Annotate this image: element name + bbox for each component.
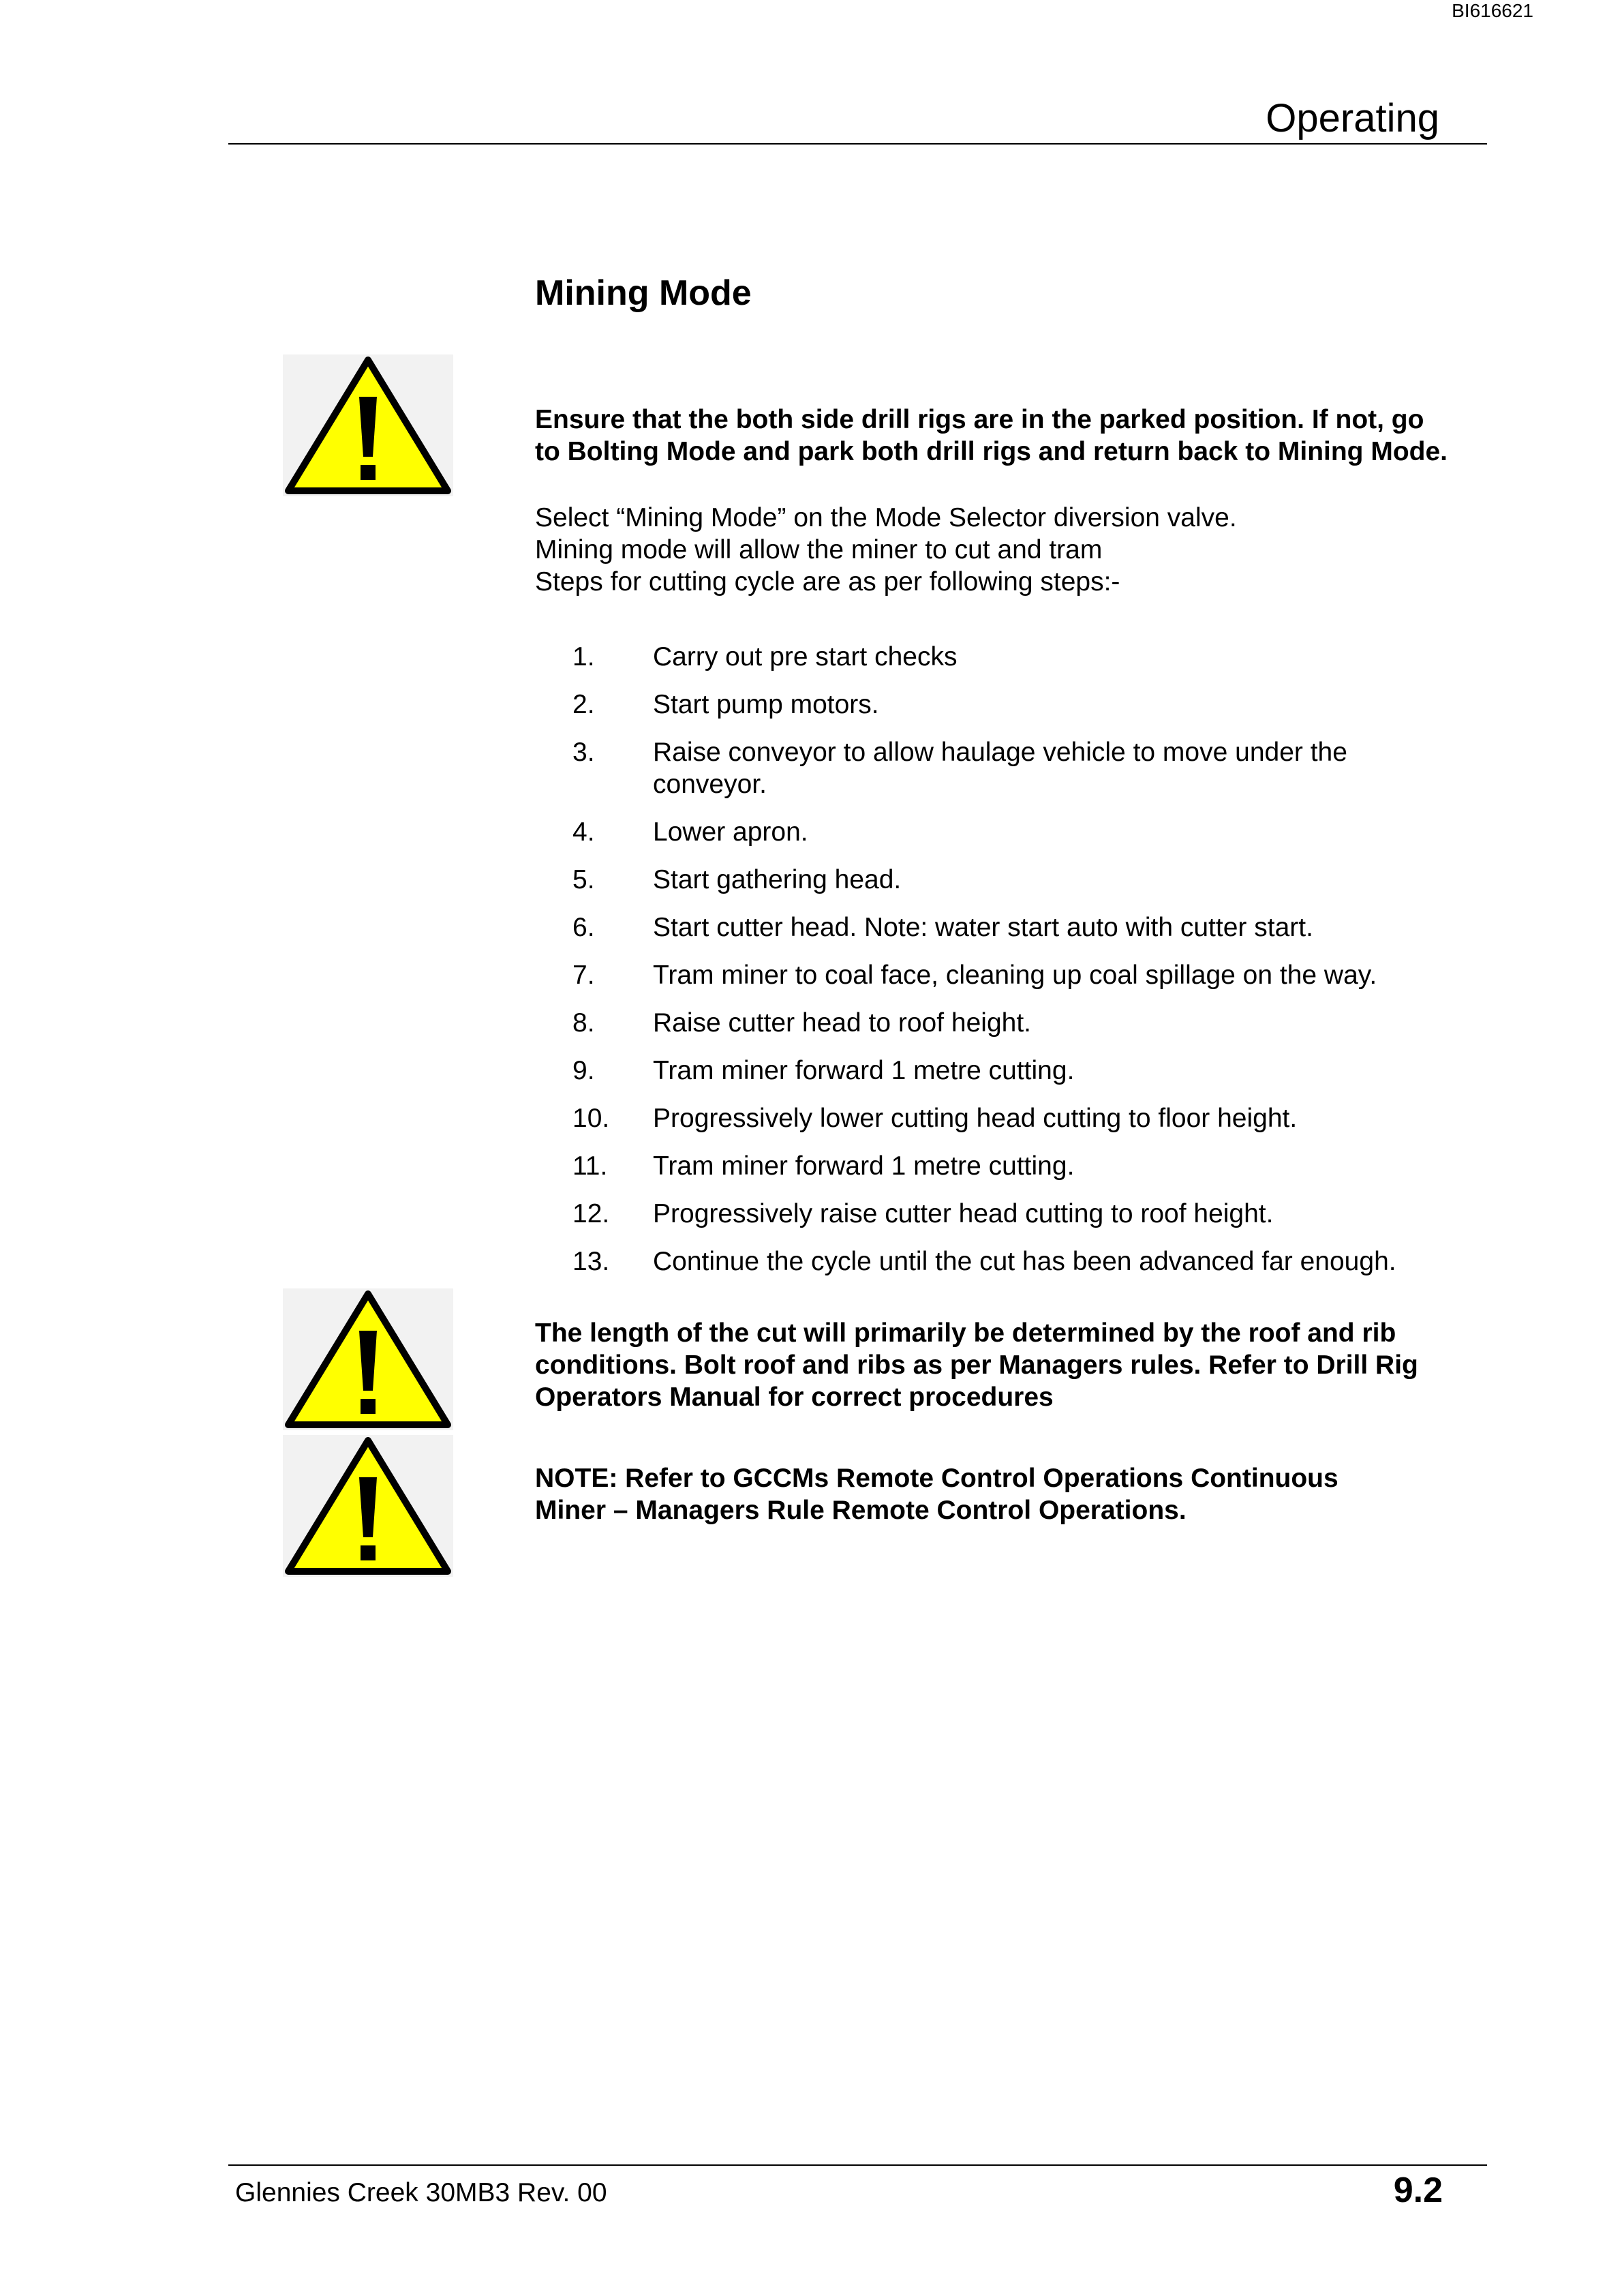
step-number: 2.: [572, 690, 595, 719]
list-item: [572, 641, 1486, 673]
list-item: [572, 1102, 1486, 1134]
step-text: Progressively lower cutting head cutting to floor height.: [653, 1104, 1298, 1133]
list-item: [572, 1007, 1486, 1039]
footer-text: Glennies Creek 30MB3 Rev. 00: [235, 2178, 607, 2207]
note-text: NOTE: Refer to GCCMs Remote Control Operations Continuous Miner – Managers Rule Remote Control Operations.: [535, 1464, 1338, 1525]
step-text: Tram miner forward 1 metre cutting.: [653, 1151, 1075, 1181]
footer-rule: [228, 2164, 1487, 2166]
step-number: 1.: [572, 642, 595, 671]
steps-list: [572, 641, 1486, 1293]
step-text: Start gathering head.: [653, 865, 902, 894]
step-text: Carry out pre start checks: [653, 642, 958, 671]
step-text: Raise cutter head to roof height.: [653, 1008, 1032, 1038]
list-item: [572, 816, 1486, 848]
header-rule: [228, 143, 1487, 145]
warning-triangle-icon: [283, 354, 453, 496]
step-text: Progressively raise cutter head cutting to roof height.: [653, 1199, 1274, 1228]
warning-triangle-icon: [283, 1435, 453, 1577]
step-text: Start pump motors.: [653, 690, 879, 719]
list-item: [572, 864, 1486, 896]
step-number: 12.: [572, 1199, 610, 1228]
step-text: Tram miner to coal face, cleaning up coal spillage on the way.: [653, 961, 1377, 990]
step-number: 5.: [572, 865, 595, 894]
intro-text: Select “Mining Mode” on the Mode Selector diversion valve. Mining mode will allow the miner to cut and tram Steps for cutting cycle are as per following steps:-: [535, 503, 1237, 596]
list-item: [572, 736, 1486, 800]
list-item: [572, 1198, 1486, 1230]
step-number: 7.: [572, 961, 595, 990]
page-number: 9.2: [1393, 2171, 1443, 2210]
step-number: 13.: [572, 1247, 610, 1276]
step-number: 9.: [572, 1056, 595, 1085]
step-text: Start cutter head. Note: water start auto with cutter start.: [653, 913, 1313, 942]
step-number: 8.: [572, 1008, 595, 1038]
list-item: [572, 911, 1486, 943]
list-item: [572, 1245, 1486, 1278]
section-title: Mining Mode: [535, 273, 752, 313]
warning-text-cut-length: The length of the cut will primarily be determined by the roof and rib conditions. Bolt roof and ribs as per Managers rules. Refer to Drill Rig Operators Manual for correct procedures: [535, 1318, 1418, 1412]
document-id: BI616621: [1452, 0, 1533, 21]
step-number: 3.: [572, 738, 595, 767]
step-number: 11.: [572, 1151, 608, 1181]
list-item: [572, 689, 1486, 721]
list-item: [572, 1055, 1486, 1087]
step-text: Continue the cycle until the cut has been advanced far enough.: [653, 1247, 1396, 1276]
warning-triangle-icon: [283, 1288, 453, 1430]
step-number: 10.: [572, 1104, 610, 1133]
step-number: 4.: [572, 817, 595, 847]
step-text: Lower apron.: [653, 817, 808, 847]
list-item: [572, 1150, 1486, 1182]
step-number: 6.: [572, 913, 595, 942]
step-text: Raise conveyor to allow haulage vehicle to move under the conveyor.: [653, 738, 1347, 799]
list-item: [572, 959, 1486, 991]
step-text: Tram miner forward 1 metre cutting.: [653, 1056, 1075, 1085]
header-title: Operating: [1266, 96, 1439, 140]
warning-text-drill-rigs: Ensure that the both side drill rigs are in the parked position. If not, go to Bolting Mode and park both drill rigs and return back to Mining Mode.: [535, 405, 1448, 466]
